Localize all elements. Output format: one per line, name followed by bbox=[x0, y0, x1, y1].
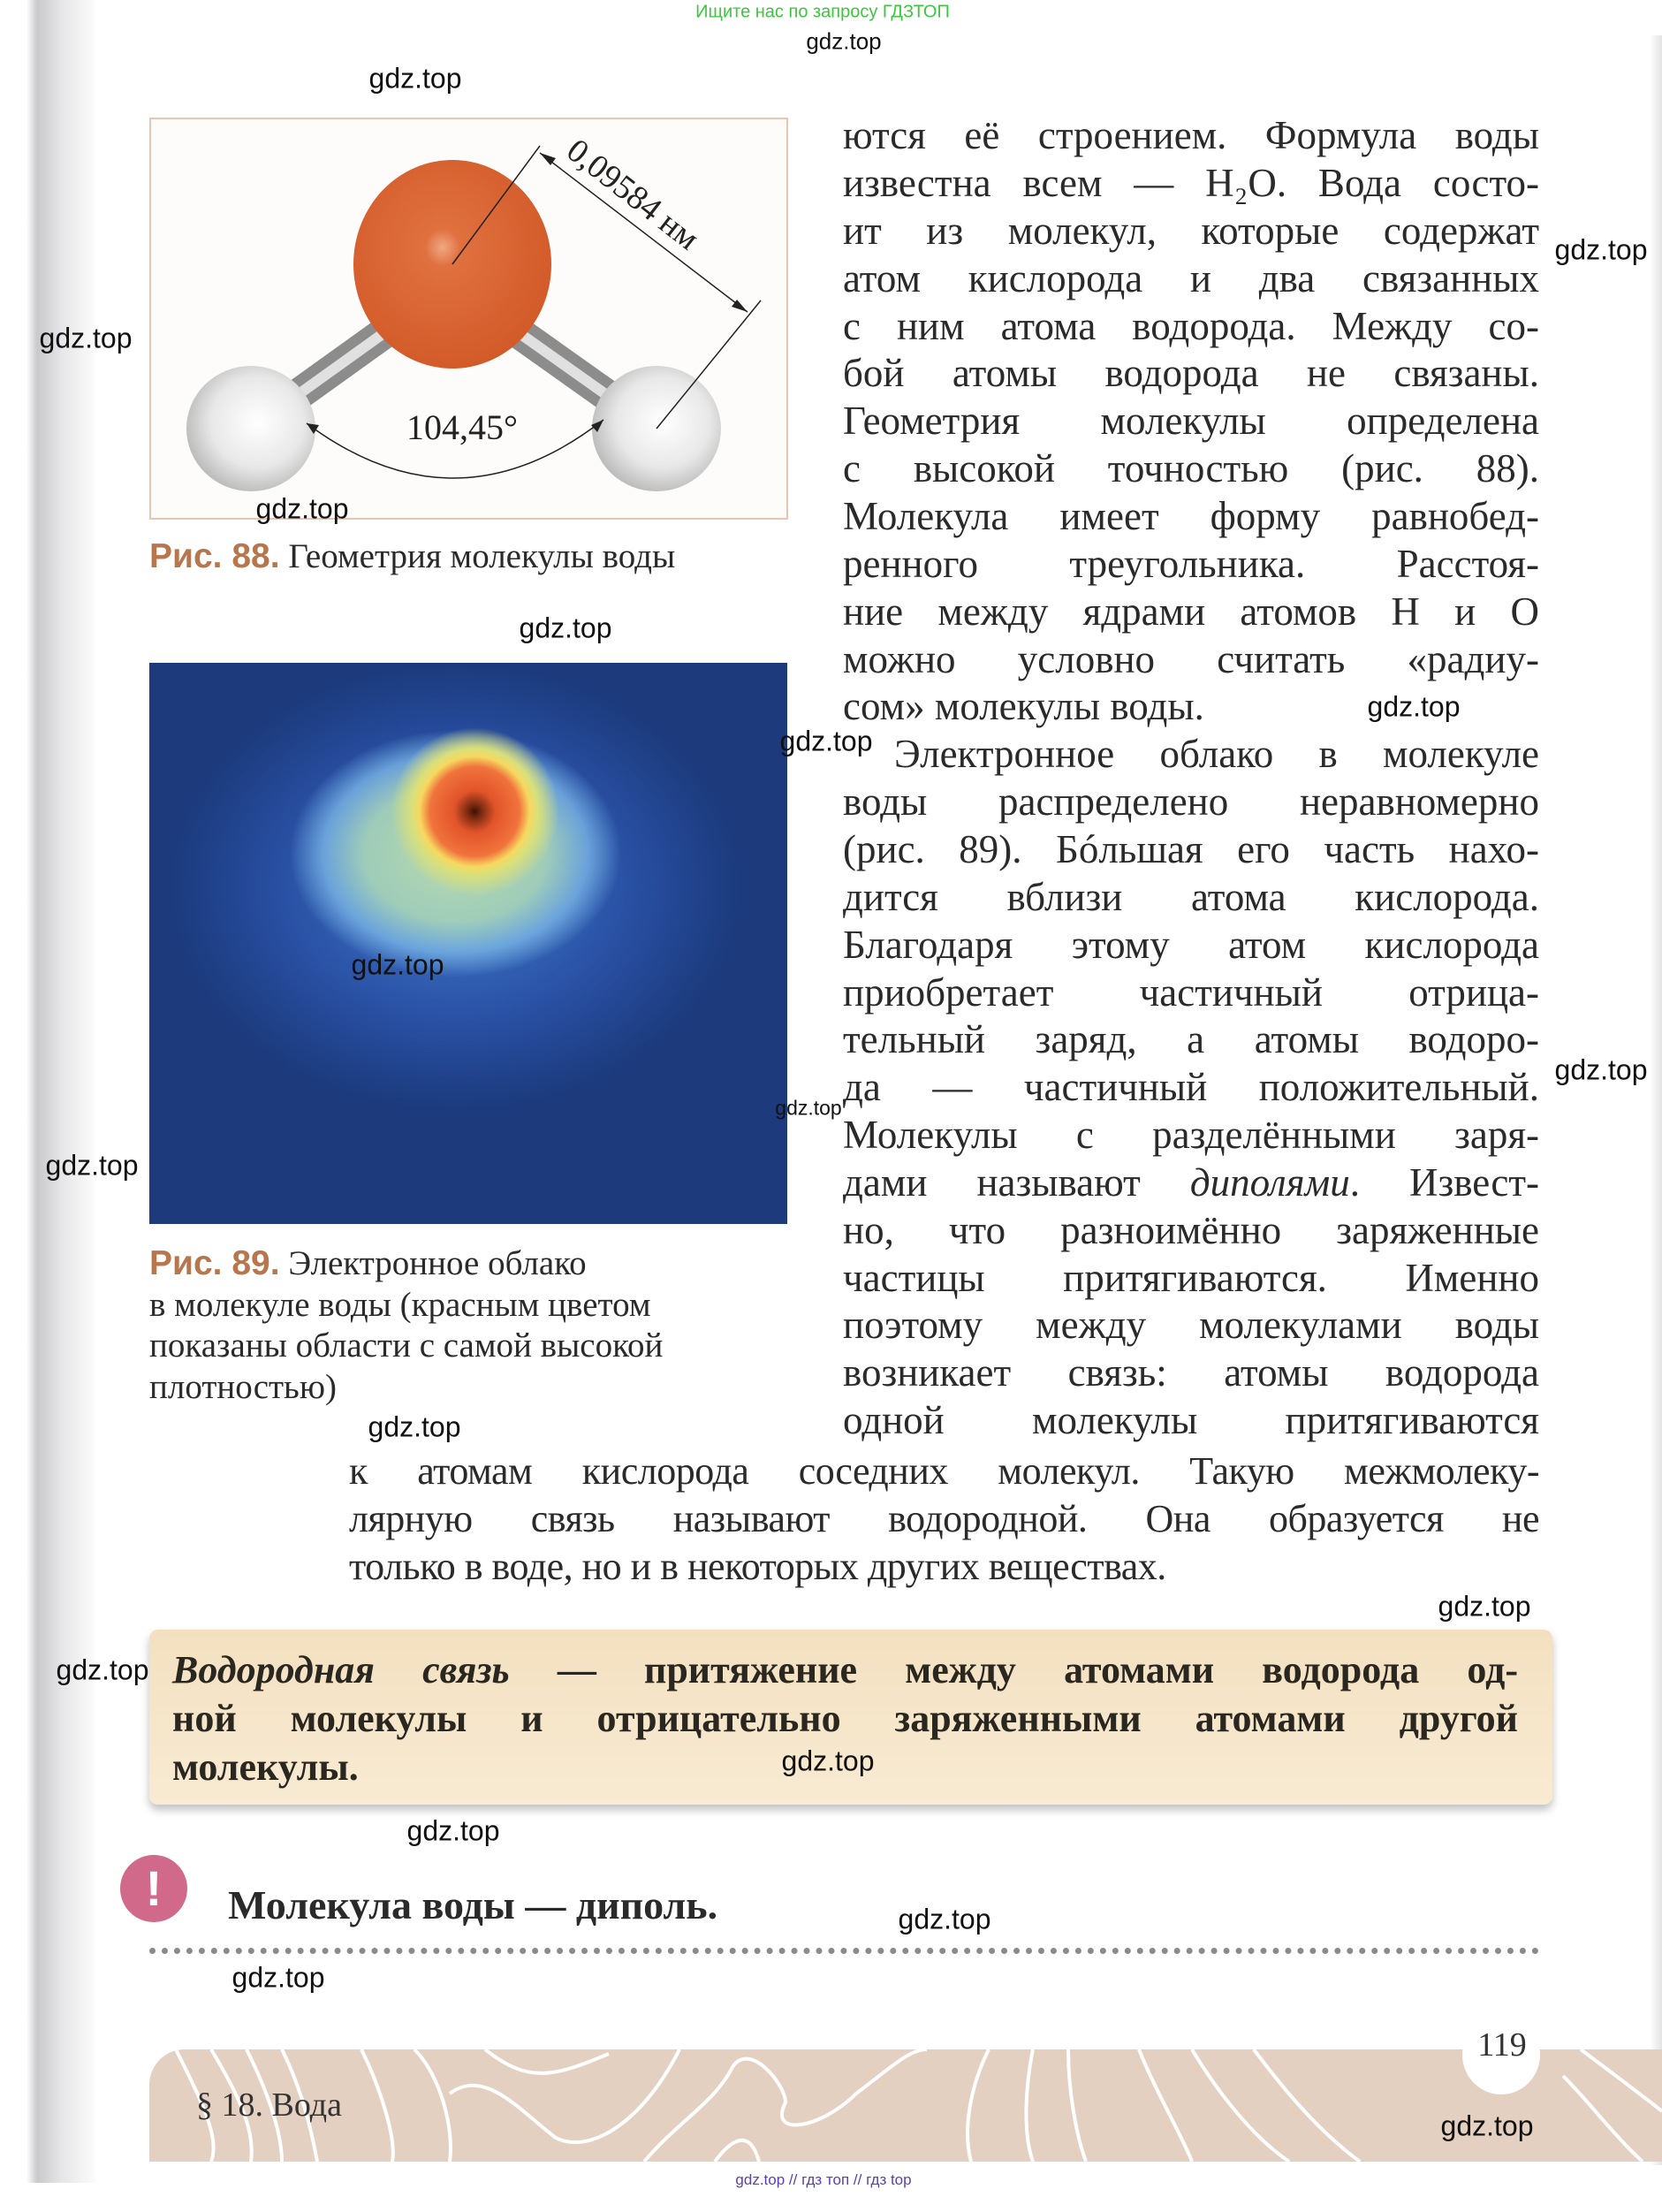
page-right-edge-shadow bbox=[1650, 35, 1662, 2165]
figure-89-number: Рис. 89. bbox=[149, 1244, 280, 1282]
text-line: тельный заряд, а атомы водоро- bbox=[843, 1017, 1539, 1061]
text-line: только в воде, но и в некоторых других веществах. bbox=[349, 1545, 1166, 1588]
text-line: с ним атома водорода. Между со- bbox=[843, 304, 1539, 348]
text-line: ит из молекул, которые содержат bbox=[843, 209, 1539, 253]
definition-line bbox=[172, 1646, 1518, 1695]
watermark: gdz.top bbox=[56, 1653, 149, 1686]
bond-length-dimension-line bbox=[540, 153, 748, 312]
text-line: да — частичный положительный. bbox=[843, 1065, 1539, 1109]
definition-line: молекулы. bbox=[172, 1745, 359, 1789]
watermark: gdz.top bbox=[1440, 2109, 1534, 2142]
definition-text: — притяжение между атомами водорода од- bbox=[557, 1648, 1518, 1691]
bond-angle-label: 104,45° bbox=[406, 407, 518, 447]
watermark: gdz.top bbox=[1367, 690, 1461, 723]
text-line bbox=[843, 1159, 1539, 1206]
watermark: gdz.top bbox=[231, 1961, 325, 1994]
watermark: gdz.top bbox=[351, 948, 444, 981]
watermark: gdz.top bbox=[39, 322, 133, 354]
text-line: бой атомы водорода не связаны. bbox=[843, 351, 1539, 395]
text-line: возникает связь: атомы водорода bbox=[843, 1350, 1539, 1395]
section-title: § 18. Вода bbox=[196, 2087, 342, 2124]
text-line: сом» молекулы воды. bbox=[843, 684, 1204, 728]
text-line: ние между ядрами атомов H и O bbox=[843, 589, 1539, 634]
watermark: gdz.top bbox=[775, 1096, 842, 1120]
bottom-watermark-note: gdz.top // гдз топ // гдз top bbox=[735, 2171, 912, 2188]
bond-length-label: 0,09584 нм bbox=[559, 131, 707, 258]
figure-89-caption-line: в молекуле воды (красным цветом bbox=[149, 1286, 651, 1324]
text-line: Геометрия молекулы определена bbox=[843, 399, 1539, 443]
exclamation-icon: ! bbox=[120, 1855, 187, 1922]
text-line: атом кислорода и два связанных bbox=[843, 256, 1539, 300]
watermark: gdz.top bbox=[519, 612, 612, 644]
watermark: gdz.top bbox=[368, 62, 462, 95]
definition-line: ной молекулы и отрицательно заряженными атомами другой bbox=[172, 1697, 1518, 1740]
text-segment: . Извест- bbox=[1349, 1160, 1539, 1205]
watermark: gdz.top bbox=[255, 492, 349, 525]
text-line: поэтому между молекулами воды bbox=[843, 1303, 1539, 1347]
text-line: с высокой точностью (рис. 88). bbox=[843, 446, 1539, 490]
text-line: лярную связь называют водородной. Она образуется не bbox=[349, 1497, 1539, 1540]
watermark: gdz.top bbox=[779, 725, 873, 757]
text-line: дится вблизи атома кислорода. bbox=[843, 875, 1539, 919]
watermark: gdz.top bbox=[1438, 1590, 1531, 1623]
text-line: ренного треугольника. Расстоя- bbox=[843, 542, 1539, 586]
footer-band bbox=[149, 2049, 1662, 2162]
text-line: Электронное облако в молекуле bbox=[894, 732, 1539, 776]
text-line: одной молекулы притягиваются bbox=[843, 1398, 1539, 1442]
text-line: ются её строением. Формула воды bbox=[843, 113, 1539, 157]
key-fact-text: Молекула воды — диполь. bbox=[228, 1882, 718, 1927]
watermark: gdz.top bbox=[806, 27, 882, 55]
watermark: gdz.top bbox=[406, 1814, 500, 1847]
figure-89-caption-line: показаны области с самой высокой bbox=[149, 1326, 664, 1364]
watermark: gdz.top bbox=[898, 1903, 991, 1935]
watermark: gdz.top bbox=[1554, 1053, 1648, 1086]
figure-88-molecule-geometry bbox=[149, 118, 788, 520]
text-line: воды распределено неравномерно bbox=[843, 779, 1539, 824]
watermark: gdz.top bbox=[781, 1745, 875, 1777]
text-line: Благодаря этому атом кислорода bbox=[843, 923, 1539, 967]
figure-89-caption-first-line bbox=[149, 1243, 587, 1284]
figure-88-number: Рис. 88. bbox=[149, 537, 280, 575]
top-search-note: Ищите нас по запросу ГДЗТОП bbox=[695, 2, 950, 22]
hydrogen-atom-left bbox=[186, 366, 315, 491]
term-dipoles: диполями bbox=[1189, 1160, 1350, 1205]
text-line: Молекула имеет форму равнобед- bbox=[843, 494, 1539, 538]
dotted-divider bbox=[149, 1948, 1539, 1954]
page-number: 119 bbox=[1477, 2026, 1527, 2064]
figure-89-caption-line: Электронное облако bbox=[288, 1244, 587, 1282]
text-line: можно условно считать «радиу- bbox=[843, 637, 1539, 681]
footer-contour-pattern bbox=[149, 2049, 1662, 2162]
text-line: но, что разноимённо заряженные bbox=[843, 1208, 1539, 1252]
text-line: известна всем — H₂O. Вода состо- bbox=[843, 161, 1539, 205]
figure-88-caption-text: Геометрия молекулы воды bbox=[288, 537, 676, 575]
water-molecule-diagram bbox=[151, 119, 786, 518]
text-line: (рис. 89). Бóльшая его часть нахо- bbox=[843, 827, 1539, 871]
figure-89-caption-line: плотностью) bbox=[149, 1368, 337, 1406]
figure-89-electron-cloud bbox=[149, 663, 787, 1224]
text-line: к атомам кислорода соседних молекул. Такую межмолеку- bbox=[349, 1449, 1539, 1493]
watermark: gdz.top bbox=[45, 1149, 139, 1182]
text-line: приобретает частичный отрица- bbox=[843, 970, 1539, 1015]
definition-term: Водородная связь bbox=[172, 1648, 510, 1691]
text-segment: дами называют bbox=[843, 1160, 1141, 1205]
text-line: Молекулы с разделёнными заря- bbox=[843, 1113, 1539, 1157]
watermark: gdz.top bbox=[368, 1410, 461, 1443]
watermark: gdz.top bbox=[1554, 233, 1648, 266]
figure-88-caption bbox=[149, 536, 675, 577]
text-line: частицы притягиваются. Именно bbox=[843, 1256, 1539, 1300]
